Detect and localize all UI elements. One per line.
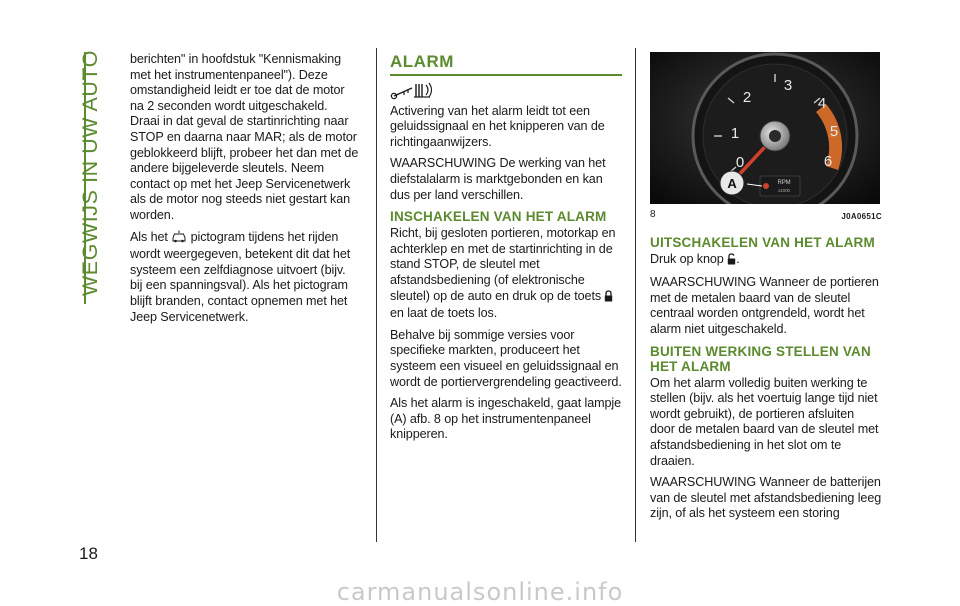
chapter-title xyxy=(71,46,107,296)
paragraph xyxy=(390,226,622,322)
alarm-icon xyxy=(390,82,434,100)
column-3 xyxy=(650,52,882,528)
chapter-title-text: WEGWIJS IN UW AUTO xyxy=(79,54,102,296)
warning-paragraph: WAARSCHUWING De werking van het diefstalalarm is marktgebonden en kan dus per land verschillen. xyxy=(390,156,606,202)
gauge-number: 2 xyxy=(742,89,752,106)
warning-paragraph: WAARSCHUWING Wanneer de batterijen van de sleutel met afstandsbediening leeg zijn, of als het systeem een storing xyxy=(650,475,882,521)
unlock-icon xyxy=(727,253,736,270)
text-fragment: Richt, bij gesloten portieren, motorkap en achterklep en met de startinrichting in de stand STOP, de sleutel met afstandsbediening (of elektronische sleutel) op de auto en druk op de toets xyxy=(390,226,616,303)
gauge-number: 5 xyxy=(829,123,839,140)
figure-tachometer xyxy=(650,52,880,204)
subsection-heading: BUITEN WERKING STELLEN VAN HET ALARM xyxy=(650,343,871,374)
column-divider xyxy=(635,48,636,542)
gauge-number: 3 xyxy=(783,77,793,94)
rpm-unit: x1000 xyxy=(778,188,790,193)
section-heading-alarm: ALARM xyxy=(390,52,454,71)
subsection-heading: UITSCHAKELEN VAN HET ALARM xyxy=(650,234,875,250)
paragraph xyxy=(650,252,882,270)
paragraph: Om het alarm volledig buiten werking te stellen (bijv. als het voertuig lange tijd niet wordt gebruikt), de portieren afsluiten door de metalen baard van de sleutel met afstandsbediening in het slot om te draaien. xyxy=(650,375,879,468)
alarm-led xyxy=(763,183,769,189)
warning-paragraph: WAARSCHUWING Wanneer de portieren met de metalen baard van de sleutel centraal worden ontgrendeld, wordt het alarm niet uitgeschakeld. xyxy=(650,275,879,336)
column-2 xyxy=(390,52,622,449)
subsection-heading: INSCHAKELEN VAN HET ALARM xyxy=(390,209,607,225)
gauge-number: 0 xyxy=(735,154,745,171)
page-number: 18 xyxy=(79,544,98,563)
tachometer-illustration xyxy=(650,52,880,204)
figure-caption xyxy=(650,207,882,225)
rpm-label: RPM xyxy=(777,180,791,186)
gauge-number: 6 xyxy=(823,153,833,170)
paragraph: berichten" in hoofdstuk "Kennismaking met het instrumentenpaneel"). Deze omstandigheid leidt er toe dat de motor na 2 seconden wordt uitgeschakeld. Draai in dat geval de startinrichting naar STOP en daarna naar MAR; als de motor geblokkeerd blijft, probeer het dan met de andere bijgeleverde sleutels. Neem contact op met het Jeep Servicenetwerk als de motor nog steeds niet gestart kan worden. xyxy=(130,52,359,222)
lock-icon xyxy=(604,290,613,307)
car-key-icon xyxy=(171,230,187,248)
gauge-number: 4 xyxy=(817,95,827,112)
paragraph xyxy=(130,230,360,326)
paragraph: Behalve bij sommige versies voor specifieke markten, produceert het systeem een visueel en geluidssignaal en wordt de portiervergrendeling geactiveerd. xyxy=(390,327,622,389)
text-fragment: en laat de toets los. xyxy=(390,306,498,321)
text-fragment: pictogram tijdens het rijden wordt weergegeven, betekent dit dat het systeem een zelfdiagnose uitvoert (bijv. bij een spanningsval). Als het pictogram blijft branden, contact opnemen met het Jeep Servicenetwerk. xyxy=(130,229,351,324)
text-fragment: Druk op knop xyxy=(650,251,728,266)
heading-rule xyxy=(390,74,622,76)
figure-code: J0A0651C xyxy=(841,212,882,221)
paragraph: Als het alarm is ingeschakeld, gaat lampje (A) afb. 8 op het instrumentenpaneel knipperen. xyxy=(390,396,622,442)
paragraph: Activering van het alarm leidt tot een geluidssignaal en het knipperen van de richtingaanwijzers. xyxy=(390,103,605,149)
gauge-number: 1 xyxy=(730,125,740,142)
column-1 xyxy=(130,52,360,331)
figure-number: 8 xyxy=(650,209,656,220)
callout-a: A xyxy=(727,176,737,191)
column-divider xyxy=(376,48,377,542)
watermark: carmanualsonline.info xyxy=(336,578,624,606)
text-fragment: Als het xyxy=(130,229,172,244)
chapter-rule xyxy=(84,52,86,304)
text-fragment: . xyxy=(736,251,740,266)
